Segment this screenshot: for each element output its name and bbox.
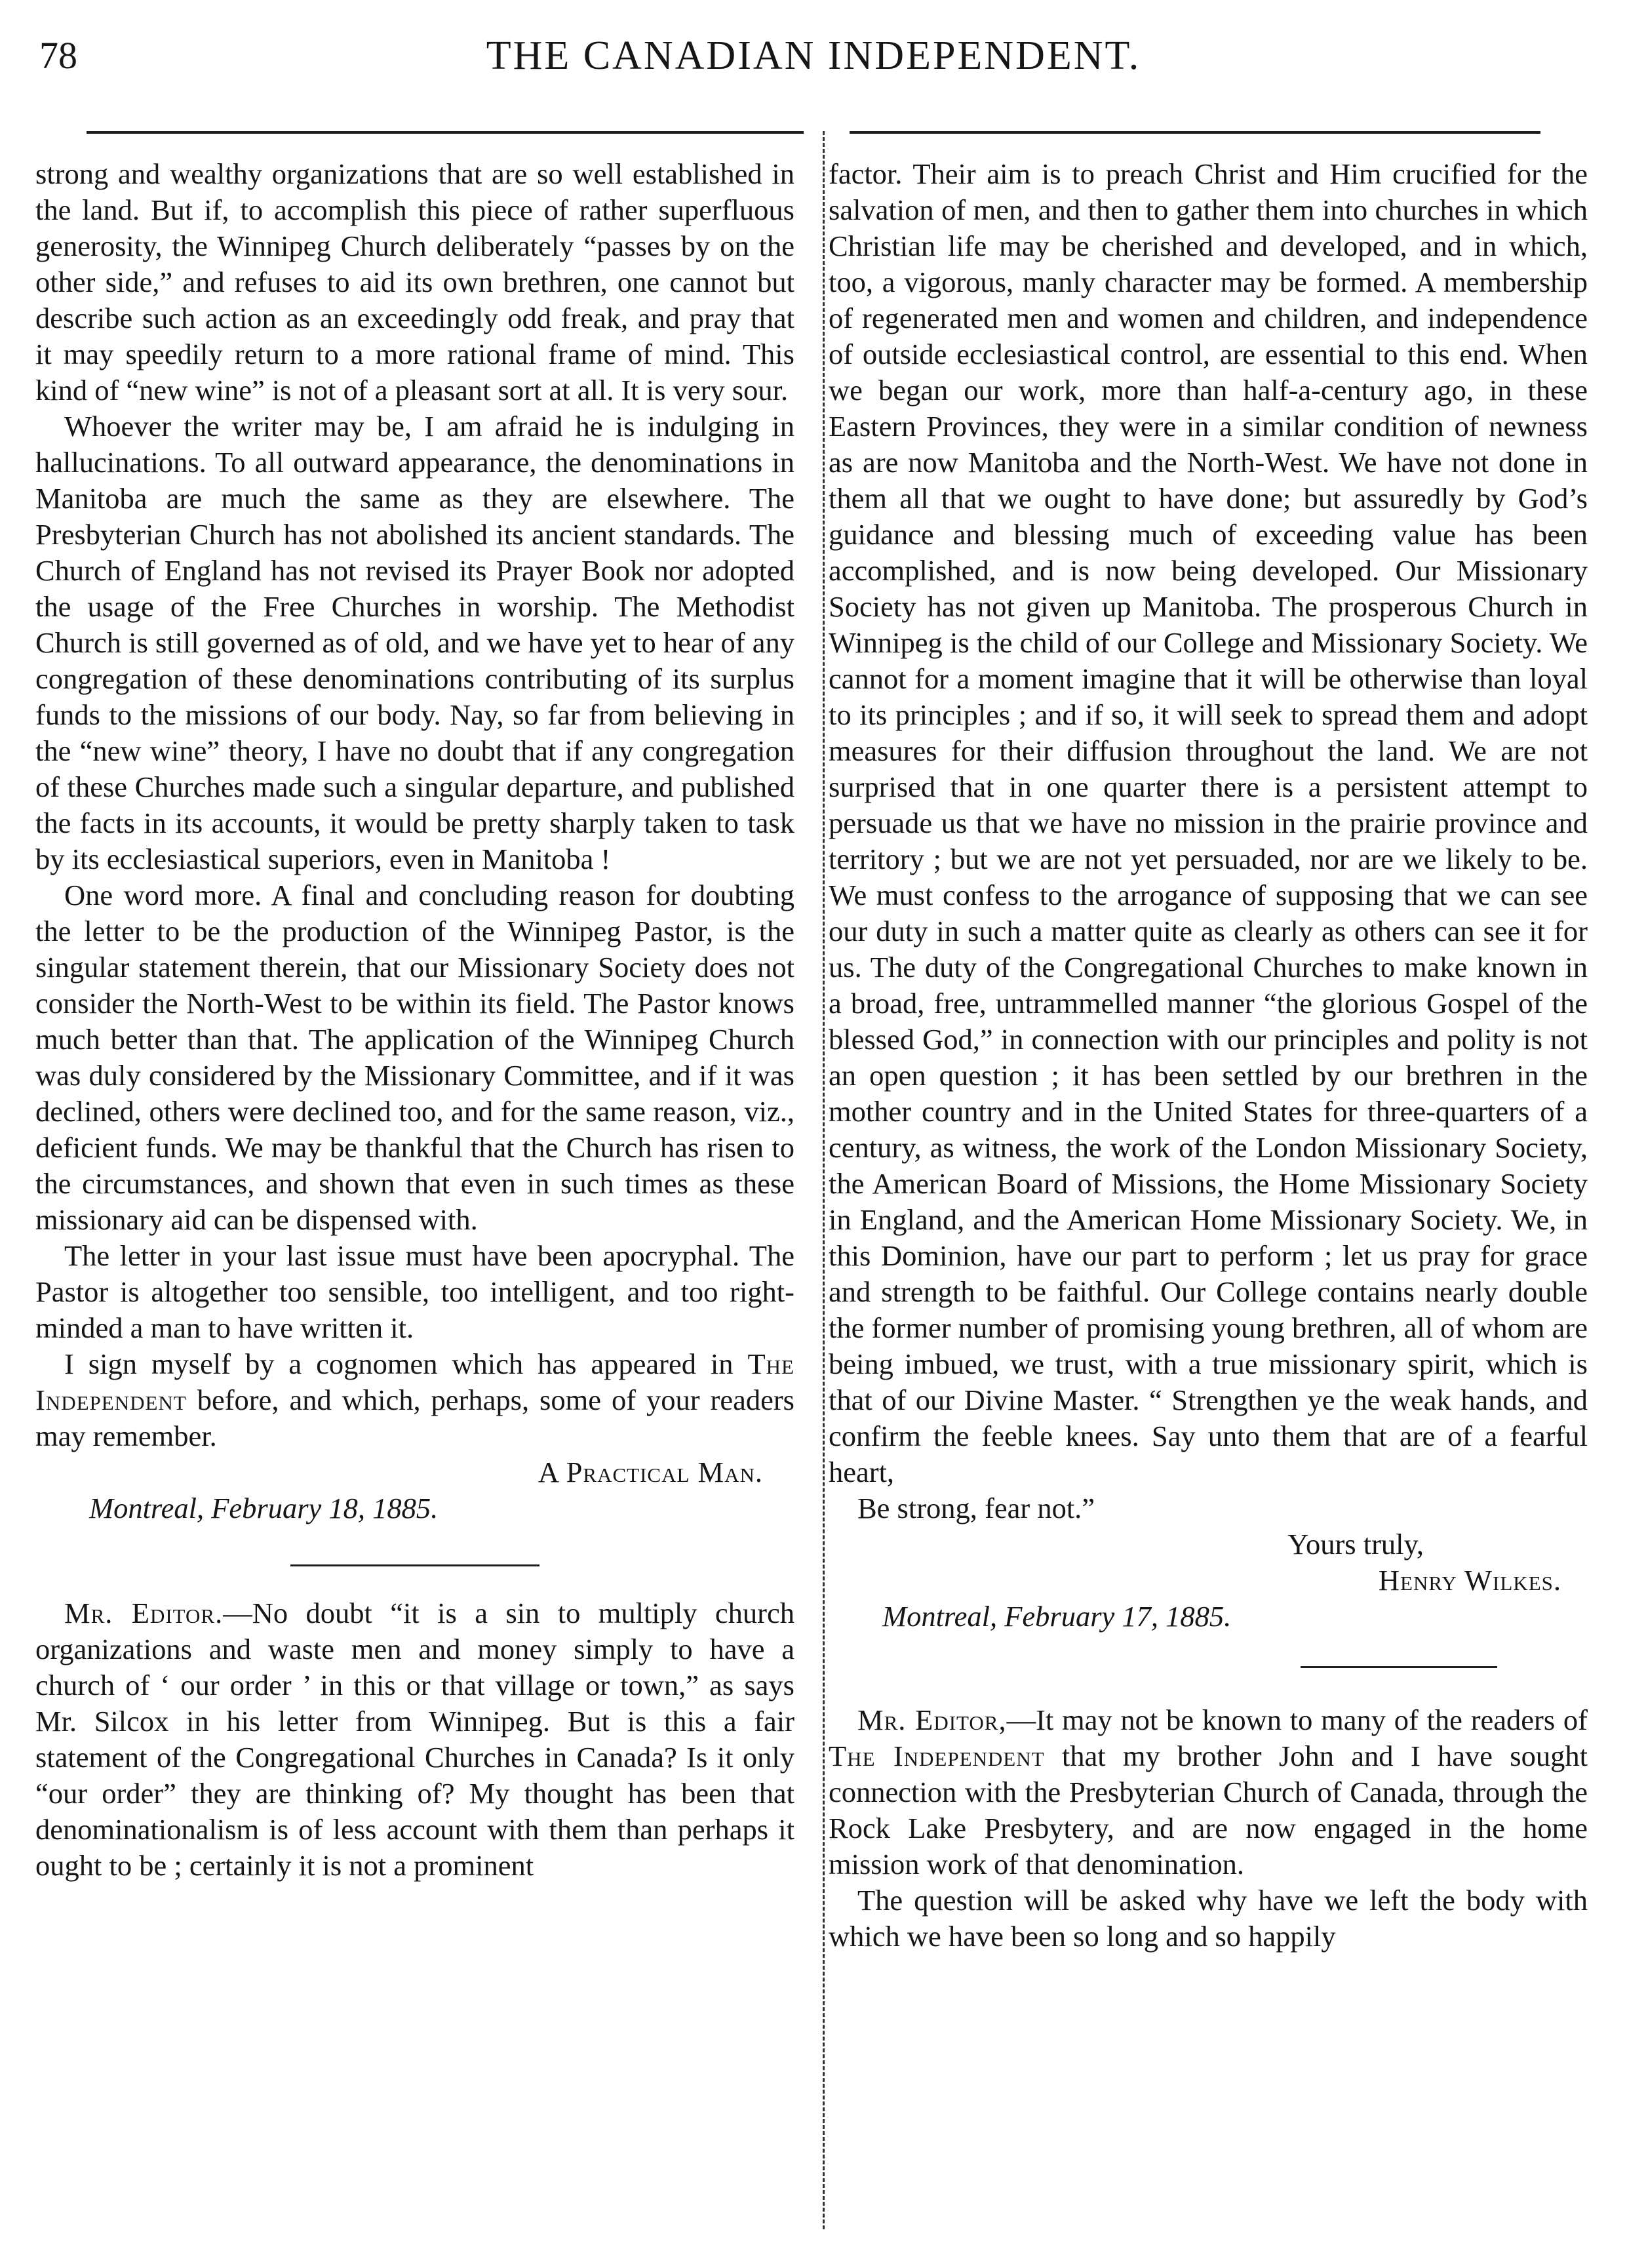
paragraph: One word more. A final and concluding reason for doubting the letter to be the production of the Winnipeg Pastor, is the singular statement therein, that our Missionary Society does not consider the North-West to be within its field. The Pastor knows much better than that. The application of the Winnipeg Church was duly considered by the Missionary Committee, and if it was declined, others were declined too, and for the same reason, viz., deficient funds. We may be thankful that the Church has risen to the circumstances, and shown that even in such times as these missionary aid can be dispensed with. [35,879,794,1236]
publication-name: The Independent [35,1347,794,1416]
letter-signature: Henry Wilkes. [1378,1564,1561,1597]
salutation: Mr. Editor, [857,1703,1007,1736]
left-column [35,156,794,1884]
paragraph [35,1595,794,1884]
paragraph: strong and wealthy organizations that are so well established in the land. But if, to accomplish this piece of rather superfluous generosity, the Winnipeg Church deliberately “passes by on the other side,” and refuses to aid its own brethren, one cannot but describe such action as an exceedingly odd freak, and pray that it may speedily return to a more rational frame of mind. This kind of “new wine” is not of a pleasant sort at all. It is very sour. [35,157,794,407]
text-run: that my brother John and I have sought connection with the Presbyterian Church of Canada, through the Rock Lake Presbytery, and are now engaged in the home mission work of that denomination. [829,1740,1588,1880]
paragraph: Whoever the writer may be, I am afraid he is indulging in hallucinations. To all outward appearance, the denominations in Manitoba are much the same as they are elsewhere. The Presbyterian Church has not abolished its ancient standards. The Church of England has not revised its Prayer Book nor adopted the usage of the Free Churches in worship. The Methodist Church is still governed as of old, and we have yet to hear of any congregation of these denominations contributing of its surplus funds to the missions of our body. Nay, so far from believing in the “new wine” theory, I have no doubt that if any congregation of these Churches made such a singular departure, and published the facts in its accounts, it would be pretty sharply taken to task by its ecclesiastical superiors, even in Manitoba ! [35,410,794,875]
letter-dateline: Montreal, February 18, 1885. [89,1492,439,1524]
valediction [829,1526,1588,1562]
section-separator [290,1564,539,1566]
running-head-title: THE CANADIAN INDEPENDENT. [486,33,1141,78]
text-run: before, and which, perhaps, some of your readers may remember. [35,1383,794,1452]
right-column [829,156,1588,1955]
letter-dateline: Montreal, February 17, 1885. [882,1600,1232,1633]
section-separator [1301,1666,1497,1668]
paragraph: factor. Their aim is to preach Christ and Him crucified for the salvation of men, and then to gather them into churches in which Christian life may be cherished and developed, and in which, too, a vigorous, manly character may be formed. A membership of regenerated men and women and children, and independence of outside ecclesiastical control, are essential to this end. When we began our work, more than half-a-century ago, in these Eastern Provinces, they were in a similar condition of newness as are now Manitoba and the North-West. We have not done in them all that we ought to have done; but assuredly by God’s guidance and blessing much of exceeding value has been accomplished, and is now being developed. Our Missionary Society has not given up Manitoba. The prosperous Church in Winnipeg is the child of our College and Missionary Society. We cannot for a moment imagine that it will be otherwise than loyal to its principles ; and if so, it will seek to spread them and adopt measures for their diffusion throughout the land. We are not surprised that in one quarter there is a persistent attempt to persuade us that we have no mission in the prairie province and territory ; but we are not yet persuaded, nor are we likely to be. We must confess to the arrogance of supposing that we can see our duty in such a matter quite as clearly as others can see it for us. The duty of the Congregational Churches to make known in a broad, free, untrammelled manner “the glorious Gospel of the blessed God,” in connection with our principles and polity is not an open question ; it has been settled by our brethren in the mother country and in the United States for three-quarters of a century, as witness, the work of the London Missionary Society, the American Board of Missions, the Home Missionary Society in England, and the American Home Missionary Society. We, in this Dominion, have our part to perform ; let us pray for grace and strength to be faithful. Our College contains nearly double the former number of promising young brethren, all of whom are being imbued, we trust, with a true missionary spirit, which is that of our Divine Master. “ Strengthen ye the weak hands, and confirm the feeble knees. Say unto them that are of a fearful heart, [829,157,1588,1488]
text-run: —It may not be known to many of the readers of [1006,1703,1588,1736]
salutation: Mr. Editor. [64,1597,224,1629]
paragraph: The letter in your last issue must have been apocryphal. The Pastor is altogether too sensible, too intelligent, and too right-minded a man to have written it. [35,1239,794,1344]
column-divider [823,131,825,2229]
paragraph [35,1346,794,1454]
paragraph: The question will be asked why have we left the body with which we have been so long and so happily [829,1884,1588,1953]
closing-line: Be strong, fear not.” [857,1492,1095,1524]
header-rule-right [850,131,1540,134]
valediction-text: Yours truly, [1287,1528,1424,1561]
letter-signature: A Practical Man. [538,1456,763,1488]
text-run: I sign myself by a cognomen which has appeared in [64,1347,748,1380]
text-run: —No doubt “it is a sin to multiply church organizations and waste men and money simply to have a church of ‘ our order ’ in this or that village or town,” as says Mr. Silcox in his letter from Winnipeg. But is this a fair statement of the Congregational Churches in Canada? Is it only “our order” they are thinking of? My thought has been that denominationalism is of less account with them than perhaps it ought to be ; certainly it is not a prominent [35,1597,794,1882]
paragraph [829,1702,1588,1882]
page-number: 78 [39,34,77,77]
publication-name: The Independent [829,1740,1045,1772]
header-rule-left [87,131,804,134]
